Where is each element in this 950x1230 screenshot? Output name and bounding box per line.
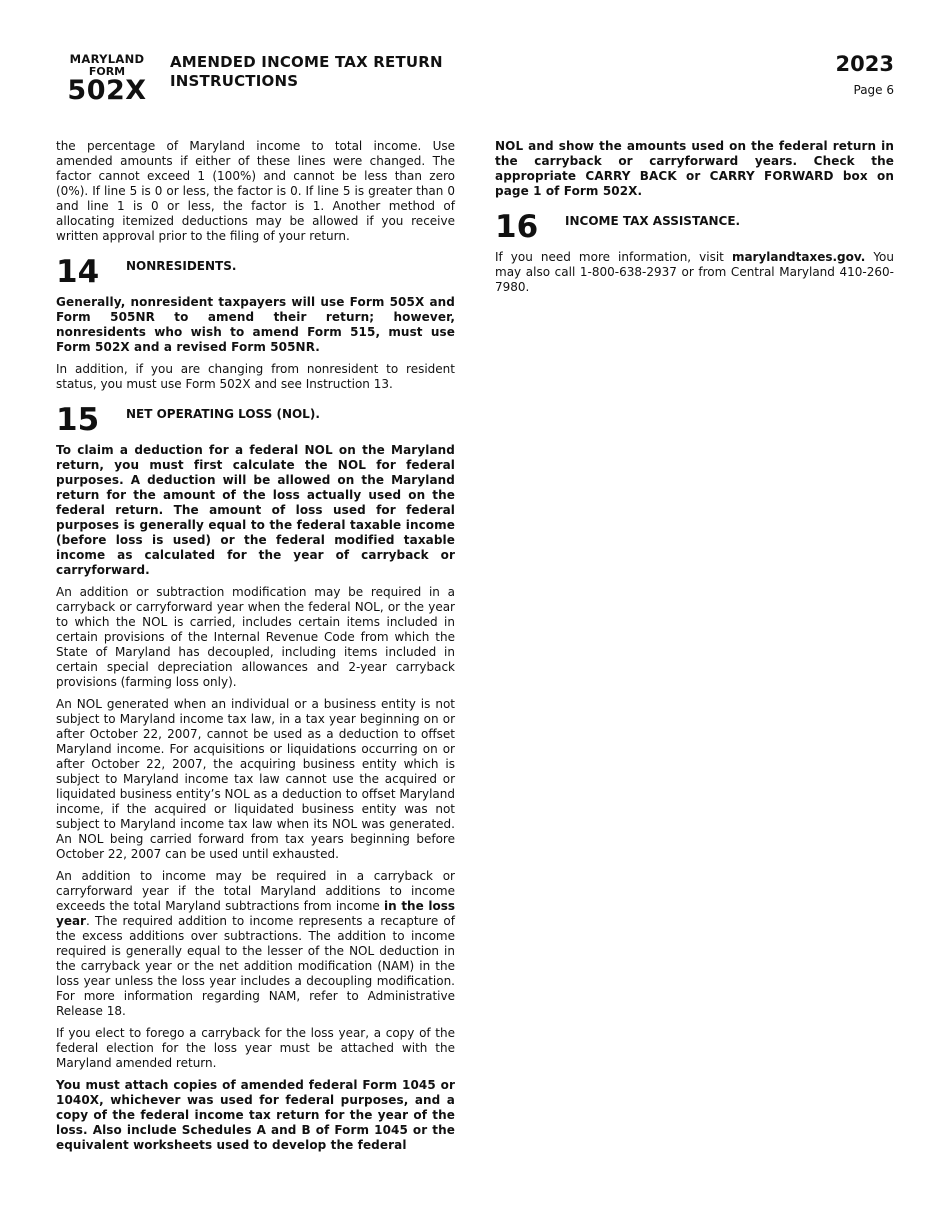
page-number: Page 6 <box>853 83 894 97</box>
section-15-title: NET OPERATING LOSS (NOL). <box>126 407 320 421</box>
section-16-paragraph-1 <box>495 250 894 295</box>
tax-year: 2023 <box>835 52 894 76</box>
section-15-continued: NOL and show the amounts used on the federal return in the carryback or carryforward years. Check the appropriate CARRY BACK or CARRY FORWARD box on page 1 of Form 502X. <box>495 139 894 198</box>
right-column <box>495 139 894 302</box>
section-16-paragraph-1-part-c: You may also call 1-800-638-2937 or from Central Maryland 410-260-7980. <box>495 250 895 294</box>
section-15-paragraph-5: If you elect to forego a carryback for the loss year, a copy of the federal election for the loss year must be attached with the Maryland amended return. <box>56 1026 455 1070</box>
section-15-paragraph-4-part-c: . The required addition to income represents a recapture of the excess additions over subtractions. The addition to income required is generally equal to the lesser of the NOL deduction in the carryback year or the net addition modification (NAM) in the loss year unless the loss year includes a decoupling modification. For more information regarding NAM, refer to Administrative Release 18. <box>56 914 455 1018</box>
section-15-paragraph-4-emphasis: in the loss year <box>56 899 455 928</box>
form-number: 502X <box>67 74 147 106</box>
section-16-title: INCOME TAX ASSISTANCE. <box>565 214 741 228</box>
website-link[interactable]: marylandtaxes.gov. <box>731 250 866 264</box>
form-state: MARYLAND <box>69 52 145 66</box>
section-14-paragraph-2: In addition, if you are changing from nonresident to resident status, you must use Form 502X and see Instruction 13. <box>56 362 455 391</box>
section-16-paragraph-1-part-a: If you need more information, visit <box>495 250 732 264</box>
section-15-paragraph-4-part-a: An addition to income may be required in a carryback or carryforward year if the total Maryland additions to income exceeds the total Maryland subtractions from income <box>56 869 455 913</box>
section-15-paragraph-2: An addition or subtraction modification may be required in a carryback or carryforward year when the federal NOL, or the year to which the NOL is carried, includes certain items included in certain provisions of the Internal Revenue Code from which the State of Maryland has decoupled, including items included in certain special depreciation allowances and 2-year carryback provisions (farming loss only). <box>56 585 455 689</box>
section-15-number: 15 <box>56 402 100 438</box>
section-15-paragraph-3: An NOL generated when an individual or a business entity is not subject to Maryland income tax law, in a tax year beginning on or after October 22, 2007, cannot be used as a deduction to offset Maryland income. For acquisitions or liquidations occurring on or after October 22, 2007, the acquiring business entity which is subject to Maryland income tax law cannot use the acquired or liquidated business entity’s NOL as a deduction to offset Maryland income, if the acquired or liquidated business entity was not subject to Maryland income tax law when its NOL was generated. An NOL being carried forward from tax years beginning before October 22, 2007 can be used until exhausted. <box>56 697 455 861</box>
section-15-paragraph-1: To claim a deduction for a federal NOL on the Maryland return, you must first calculate the NOL for federal purposes. A deduction will be allowed on the Maryland return for the amount of the loss actually used on the federal return. The amount of loss used for federal purposes is generally equal to the federal taxable income (before loss is used) or the federal modified taxable income as calculated for the year of carryback or carryforward. <box>56 443 455 577</box>
section-16-heading <box>495 211 894 243</box>
left-column <box>56 139 455 1160</box>
section-15-paragraph-4 <box>56 869 455 1019</box>
section-16-number: 16 <box>495 209 539 245</box>
section-14-title: NONRESIDENTS. <box>126 259 237 273</box>
section-14-number: 14 <box>56 254 100 290</box>
document-title-line2: INSTRUCTIONS <box>170 72 299 90</box>
form-word: FORM <box>88 64 126 78</box>
section-15-heading <box>56 404 455 436</box>
section-14-paragraph-1: Generally, nonresident taxpayers will use Form 505X and Form 505NR to amend their return; however, nonresidents who wish to amend Form 515, must use Form 502X and a revised Form 505NR. <box>56 295 455 354</box>
section-15-paragraph-6: You must attach copies of amended federal Form 1045 or 1040X, whichever was used for federal purposes, and a copy of the federal income tax return for the year of the loss. Also include Schedules A and B of Form 1045 or the equivalent worksheets used to develop the federal <box>56 1078 455 1152</box>
section-14-heading <box>56 256 455 288</box>
form-badge <box>64 54 150 104</box>
intro-paragraph: the percentage of Maryland income to total income. Use amended amounts if either of these lines were changed. The factor cannot exceed 1 (100%) and cannot be less than zero (0%). If line 5 is 0 or less, the factor is 0. If line 5 is greater than 0 and line 1 is 0 or less, the factor is 1. Another method of allocating itemized deductions may be allowed if you receive written approval prior to the filing of your return. <box>56 139 455 243</box>
document-title-line1: AMENDED INCOME TAX RETURN <box>170 53 443 71</box>
document-title <box>170 53 443 91</box>
